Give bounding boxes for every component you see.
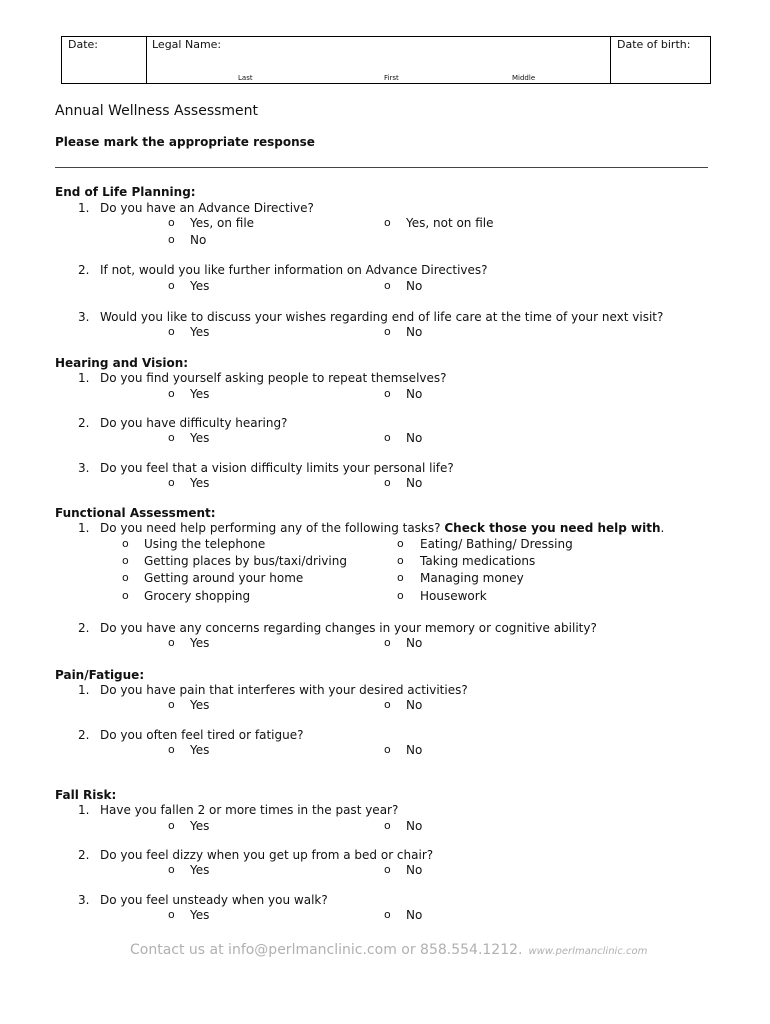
divider — [610, 37, 611, 83]
option-checkbox[interactable]: o — [168, 819, 175, 832]
section-heading: Functional Assessment: — [55, 506, 216, 520]
option-checkbox[interactable]: o — [384, 908, 391, 921]
option-label: Yes — [190, 476, 210, 490]
task-label: Taking medications — [420, 554, 536, 568]
section-heading: Fall Risk: — [55, 788, 117, 802]
last-name-label: Last — [238, 74, 253, 82]
question-text: Do you feel that a vision difficulty limits your personal life? — [100, 461, 454, 475]
option-label: No — [190, 233, 207, 247]
dob-label: Date of birth: — [617, 38, 691, 51]
option-label: Yes — [190, 279, 210, 293]
question-number: 2. — [78, 728, 90, 742]
option-checkbox[interactable]: o — [384, 863, 391, 876]
task-checkbox[interactable]: o — [397, 589, 404, 602]
option-checkbox[interactable]: o — [168, 698, 175, 711]
question-number: 2. — [78, 416, 90, 430]
divider — [55, 167, 708, 168]
section-heading: End of Life Planning: — [55, 185, 196, 199]
question-emphasis: Check those you need help with — [444, 521, 661, 535]
option-label: No — [406, 636, 423, 650]
option-checkbox[interactable]: o — [168, 233, 175, 246]
option-label: Yes — [190, 636, 210, 650]
option-label: No — [406, 431, 423, 445]
question-number: 1. — [78, 521, 90, 535]
patient-info-box — [61, 36, 711, 84]
option-label: No — [406, 476, 423, 490]
option-checkbox[interactable]: o — [384, 216, 391, 229]
option-label: Yes, on file — [190, 216, 255, 230]
question-text: Do you feel unsteady when you walk? — [100, 893, 328, 907]
question-text: Do you find yourself asking people to repeat themselves? — [100, 371, 447, 385]
option-label: No — [406, 325, 423, 339]
option-label: No — [406, 387, 423, 401]
question-text: Do you have pain that interferes with your desired activities? — [100, 683, 468, 697]
question-text: Do you often feel tired or fatigue? — [100, 728, 304, 742]
first-name-label: First — [384, 74, 399, 82]
contact-text: Contact us at info@perlmanclinic.com or 858.554.1212. — [130, 942, 523, 958]
option-label: Yes — [190, 325, 210, 339]
option-label: No — [406, 698, 423, 712]
option-checkbox[interactable]: o — [384, 431, 391, 444]
option-checkbox[interactable]: o — [384, 819, 391, 832]
option-checkbox[interactable]: o — [168, 216, 175, 229]
question-text: If not, would you like further information on Advance Directives? — [100, 263, 488, 277]
task-label: Eating/ Bathing/ Dressing — [420, 537, 573, 551]
option-label: No — [406, 743, 423, 757]
website-link[interactable]: www.perlmanclinic.com — [528, 946, 648, 957]
option-label: Yes — [190, 743, 210, 757]
question-number: 1. — [78, 683, 90, 697]
option-checkbox[interactable]: o — [384, 698, 391, 711]
option-checkbox[interactable]: o — [384, 743, 391, 756]
question-number: 2. — [78, 621, 90, 635]
date-label: Date: — [68, 38, 98, 51]
option-label: Yes — [190, 387, 210, 401]
option-checkbox[interactable]: o — [384, 387, 391, 400]
task-label: Getting places by bus/taxi/driving — [144, 554, 347, 568]
divider — [146, 37, 147, 83]
task-checkbox[interactable]: o — [122, 589, 129, 602]
question-text: Do you have an Advance Directive? — [100, 201, 314, 215]
option-label: Yes — [190, 698, 210, 712]
option-checkbox[interactable]: o — [168, 325, 175, 338]
option-checkbox[interactable]: o — [168, 476, 175, 489]
page-title: Annual Wellness Assessment — [55, 103, 259, 119]
question-number: 3. — [78, 893, 90, 907]
question-text: Do you feel dizzy when you get up from a bed or chair? — [100, 848, 434, 862]
option-checkbox[interactable]: o — [168, 908, 175, 921]
question-number: 1. — [78, 371, 90, 385]
section-heading: Pain/Fatigue: — [55, 668, 145, 682]
task-checkbox[interactable]: o — [122, 554, 129, 567]
question-text: Do you have any concerns regarding changes in your memory or cognitive ability? — [100, 621, 597, 635]
option-checkbox[interactable]: o — [168, 863, 175, 876]
question-text: Would you like to discuss your wishes regarding end of life care at the time of your next visit? — [100, 310, 664, 324]
option-label: No — [406, 908, 423, 922]
option-label: Yes — [190, 431, 210, 445]
middle-name-label: Middle — [512, 74, 536, 82]
question-number: 3. — [78, 461, 90, 475]
question-text: Do you have difficulty hearing? — [100, 416, 288, 430]
question-number: 1. — [78, 201, 90, 215]
option-label: Yes — [190, 908, 210, 922]
task-label: Housework — [420, 589, 487, 603]
option-checkbox[interactable]: o — [384, 279, 391, 292]
question-number: 2. — [78, 263, 90, 277]
task-checkbox[interactable]: o — [397, 554, 404, 567]
option-label: No — [406, 819, 423, 833]
option-checkbox[interactable]: o — [168, 387, 175, 400]
question-number: 1. — [78, 803, 90, 817]
option-checkbox[interactable]: o — [168, 743, 175, 756]
footer — [130, 942, 647, 958]
question-number: 2. — [78, 848, 90, 862]
option-label: Yes, not on file — [406, 216, 494, 230]
option-checkbox[interactable]: o — [168, 279, 175, 292]
option-label: Yes — [190, 863, 210, 877]
option-label: No — [406, 863, 423, 877]
section-heading: Hearing and Vision: — [55, 356, 189, 370]
option-label: No — [406, 279, 423, 293]
option-checkbox[interactable]: o — [168, 431, 175, 444]
task-label: Grocery shopping — [144, 589, 251, 603]
task-checkbox[interactable]: o — [397, 537, 404, 550]
task-checkbox[interactable]: o — [397, 571, 404, 584]
option-label: Yes — [190, 819, 210, 833]
task-label: Getting around your home — [144, 571, 304, 585]
option-checkbox[interactable]: o — [384, 476, 391, 489]
question-text-main: Do you need help performing any of the following tasks? — [100, 521, 441, 535]
question-number: 3. — [78, 310, 90, 324]
instruction-text: Please mark the appropriate response — [55, 135, 315, 149]
option-checkbox[interactable]: o — [384, 325, 391, 338]
task-checkbox[interactable]: o — [122, 571, 129, 584]
question-text: Have you fallen 2 or more times in the past year? — [100, 803, 399, 817]
option-checkbox[interactable]: o — [168, 636, 175, 649]
legal-name-label: Legal Name: — [152, 38, 222, 51]
question-text: Do you need help performing any of the following tasks? Check those you need help with. — [100, 521, 665, 535]
task-checkbox[interactable]: o — [122, 537, 129, 550]
option-checkbox[interactable]: o — [384, 636, 391, 649]
task-label: Managing money — [420, 571, 524, 585]
task-label: Using the telephone — [144, 537, 266, 551]
